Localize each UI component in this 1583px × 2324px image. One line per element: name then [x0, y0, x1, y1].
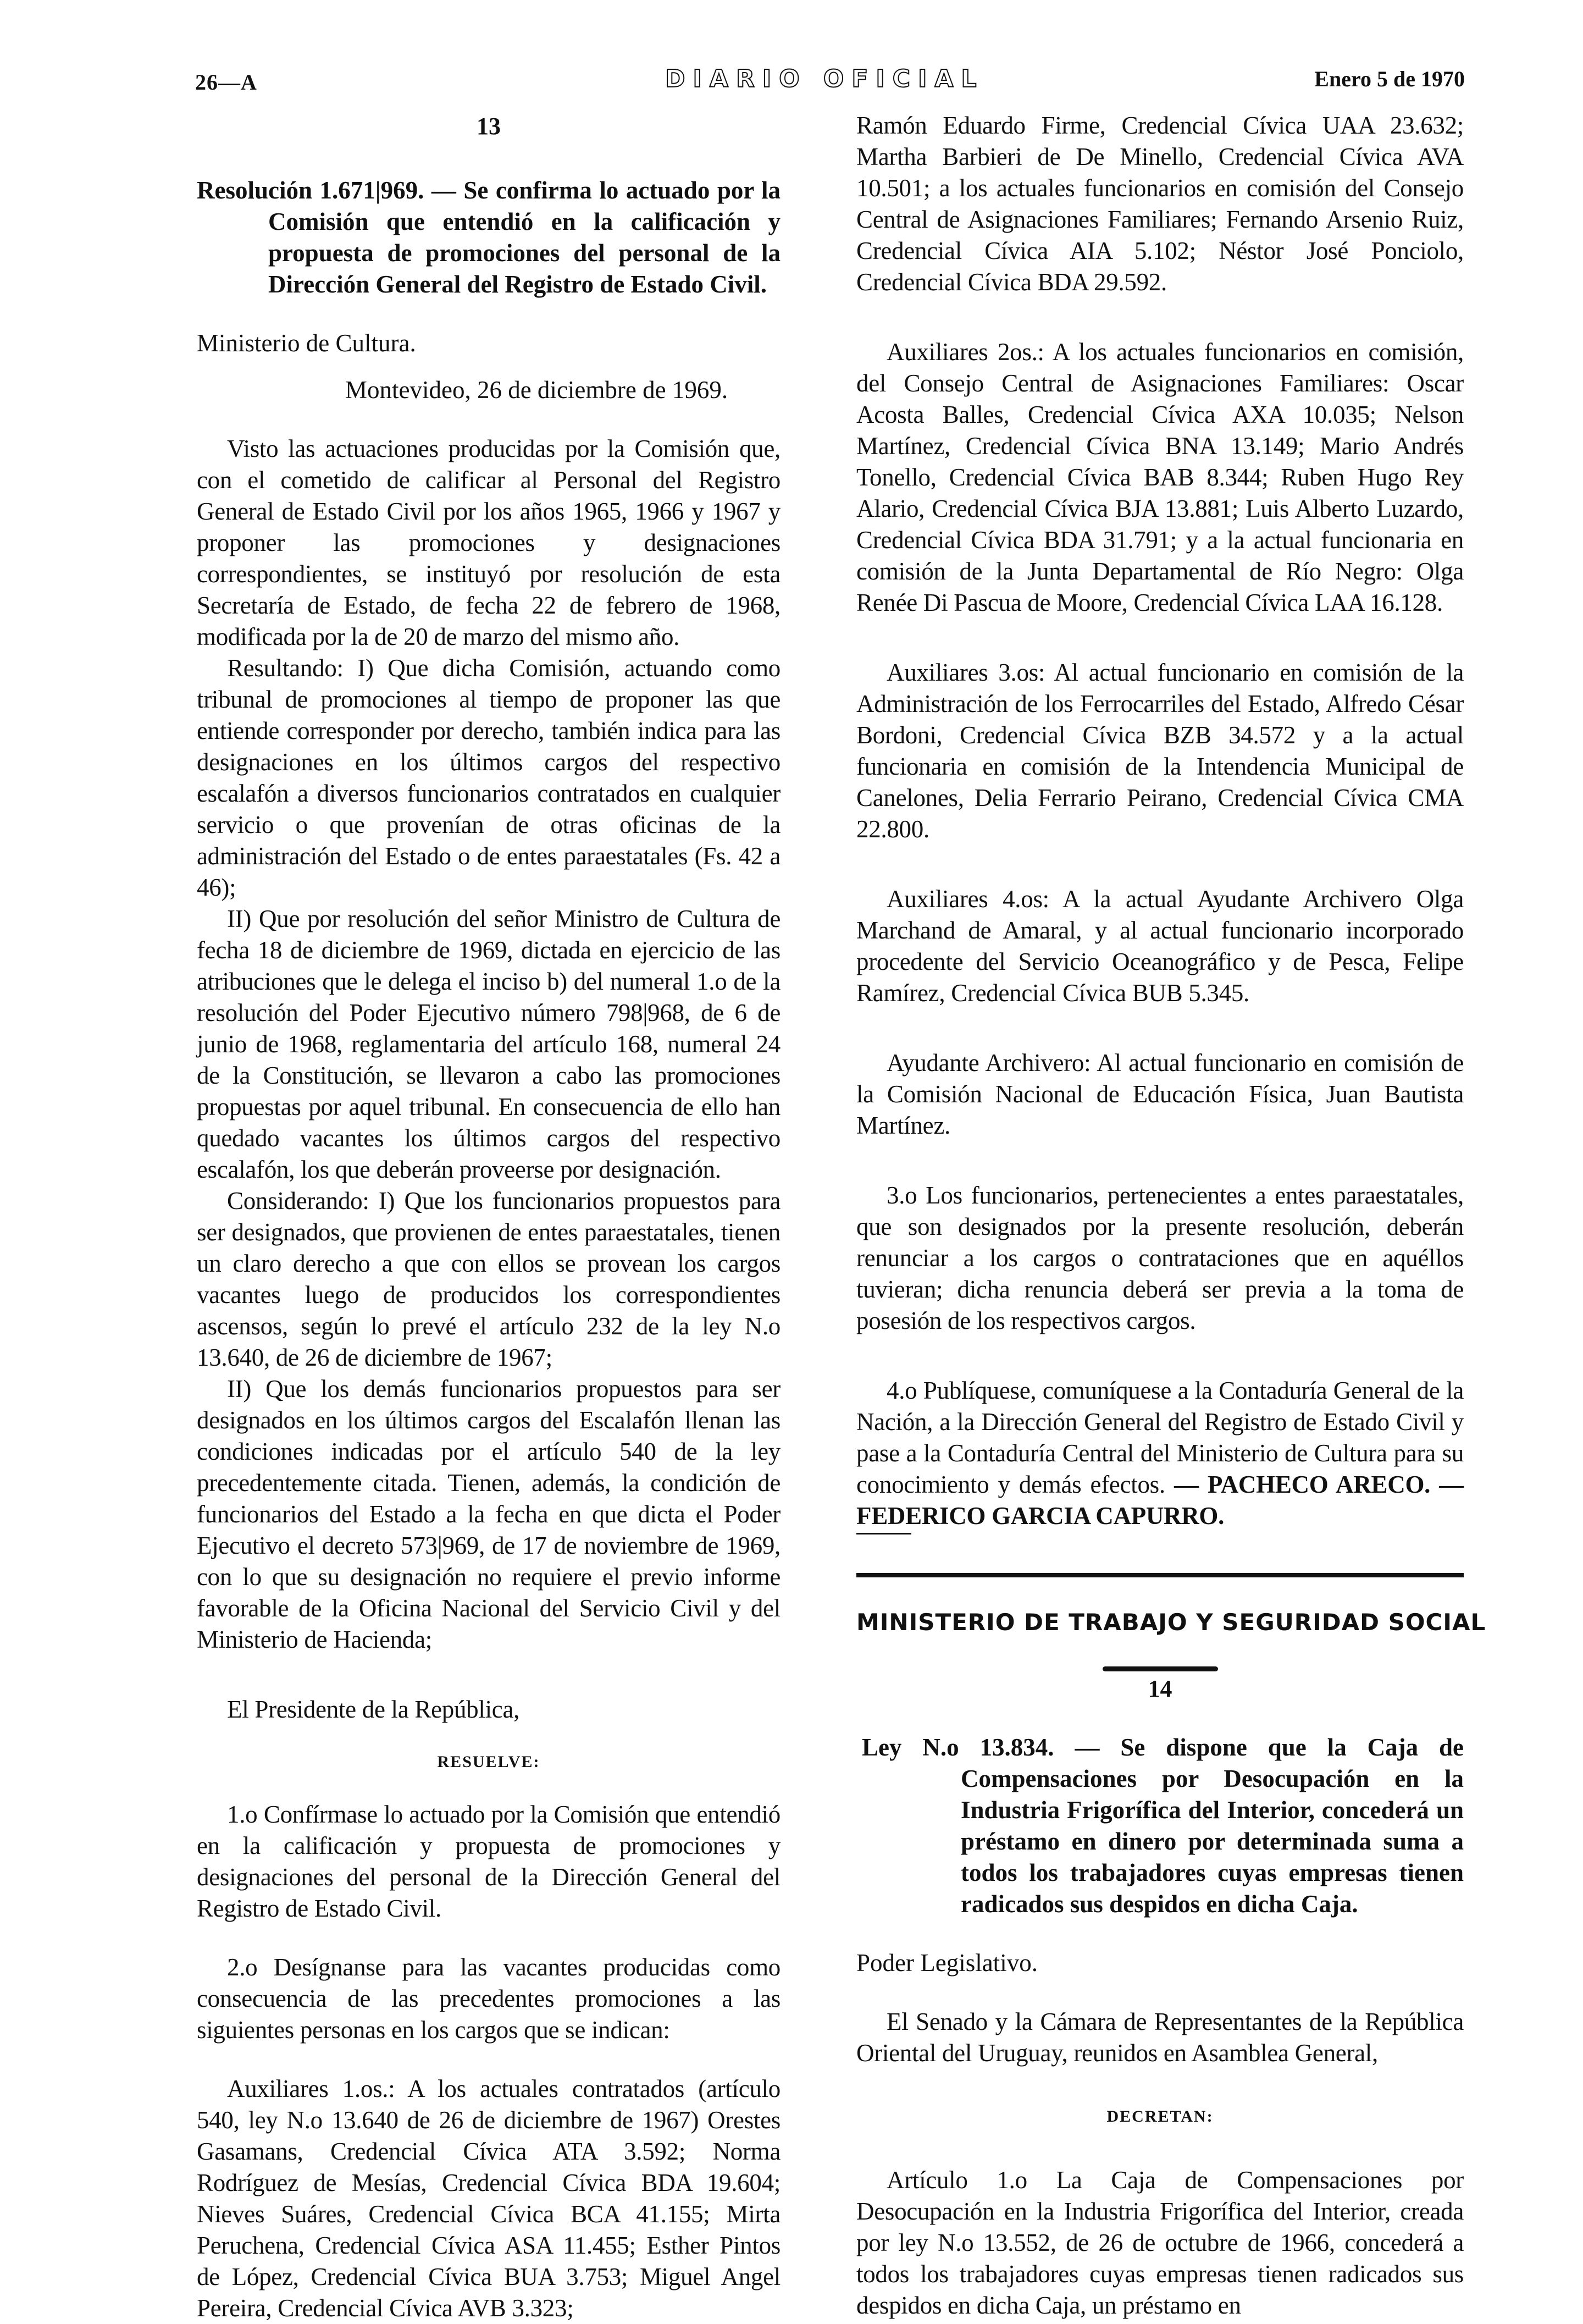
place-date: Montevideo, 26 de diciembre de 1969. [345, 376, 728, 404]
article-3: 3.o Los funcionarios, pertenecientes a entes paraestatales, que son designados por la presente resolución, deberán renunciar a los cargos o contrataciones que en aquéllos tuvieran; dicha renuncia deberá ser previa a la toma de posesión de los respectivos cargos. [856, 1182, 1464, 1334]
resolution-heading: Resolución 1.671|969. — Se confirma lo actuado por la Comisión que entendió en la calificación y propuesta de promociones del personal de la Dirección General del Registro de Estado Civil. [197, 176, 781, 298]
ayudante-archivero: Ayudante Archivero: Al actual funcionario en comisión de la Comisión Nacional de Educación Física, Juan Bautista Martínez. [856, 1049, 1464, 1139]
paragraph-considerando-2: II) Que los demás funcionarios propuestos para ser designados en los últimos cargos del Escalafón llenan las condiciones indicadas por el artículo 540 de la ley precedentemente citada. Tienen, además, la condición de funcionarios del Estado a la fecha en que dicta el Poder Ejecutivo el decreto 573|969, de 17 de noviembre de 1969, con lo que su designación no requiere el previo informe favorable de la Oficina Nacional del Servicio Civil y del Ministerio de Hacienda; [197, 1375, 781, 1653]
issue-date: Enero 5 de 1970 [1314, 67, 1465, 91]
president-line: El Presidente de la República, [227, 1696, 520, 1723]
auxiliares-1os: Auxiliares 1.os.: A los actuales contratados (artículo 540, ley N.o 13.640 de 26 de diciembre de 1967) Orestes Gasamans, Credencial Cívica ATA 3.592; Norma Rodríguez de Mesías, Credencial Cívica BDA 19.604; Nieves Suáres, Credencial Cívica BCA 41.155; Mirta Peruchena, Credencial Cívica ASA 11.455; Esther Pintos de López, Credencial Cívica BUA 3.753; Miguel Angel Pereira, Credencial Cívica AVB 3.323; [197, 2075, 781, 2322]
short-divider [1103, 1666, 1218, 1671]
paragraph-resultando-1: Resultando: I) Que dicha Comisión, actuando como tribunal de promociones al tiempo de proponer las que entiende corresponder por derecho, también indica para las designaciones en los últimos cargos del respectivo escalafón a diversos funcionarios contratados en cualquier servicio o que provenían de otras oficinas de la administración del Estado o de entes paraestatales (Fs. 42 a 46); [197, 654, 781, 901]
law-heading: Ley N.o 13.834. — Se dispone que la Caja de Compensaciones por Desocupación en la Industria Frigorífica del Interior, concederá un préstamo en dinero por determinada suma a todos los trabajadores cuyas empresas tienen radicados sus despidos en dicha Caja. [862, 1734, 1464, 1918]
signatures: — PACHECO ARECO. — FEDERICO GARCIA CAPURRO. [856, 1471, 1464, 1530]
right-column [856, 110, 1486, 2321]
appointees-continued: Ramón Eduardo Firme, Credencial Cívica UAA 23.632; Martha Barbieri de De Minello, Credencial Cívica AVA 10.501; a los actuales funcionarios en comisión del Consejo Central de Asignaciones Familiares; Fernando Arsenio Ruiz, Credencial Cívica AIA 5.102; Néstor José Ponciolo, Credencial Cívica BDA 29.592. [856, 112, 1464, 296]
page-header [195, 65, 1470, 98]
resuelve-heading: RESUELVE: [437, 1753, 540, 1771]
paragraph-considerando-1: Considerando: I) Que los funcionarios propuestos para ser designados, que provienen de entes paraestatales, tienen un claro derecho a que con ellos se provean los cargos vacantes luego de producidos los correspondientes ascensos, según lo prevé el artículo 232 de la ley N.o 13.640, de 26 de diciembre de 1967; [197, 1187, 781, 1371]
article-4 [856, 1375, 1464, 1532]
masthead-title: DIARIO OFICIAL [665, 65, 984, 93]
page-number: 26—A [195, 70, 257, 95]
assembly-line: El Senado y la Cámara de Representantes de la República Oriental del Uruguay, reunidos en Asamblea General, [856, 2008, 1464, 2067]
auxiliares-3os: Auxiliares 3.os: Al actual funcionario en comisión de la Administración de los Ferrocarriles del Estado, Alfredo César Bordoni, Credencial Cívica BZB 34.572 y a la actual funcionaria en comisión de la Intendencia Municipal de Canelones, Delia Ferrario Peirano, Credencial Cívica CMA 22.800. [856, 659, 1464, 843]
ministry-banner: MINISTERIO DE TRABAJO Y SEGURIDAD SOCIAL [856, 1609, 1486, 1636]
section-divider-rule [856, 1573, 1464, 1577]
branch-name: Poder Legislativo. [856, 1949, 1038, 1977]
article-4-text: 4.o Publíquese, comuníquese a la Contaduría General de la Nación, a la Dirección General del Registro de Estado Civil y pase a la Contaduría Central del Ministerio de Cultura para su conocimiento y demás efectos. [856, 1377, 1464, 1498]
left-column [197, 104, 781, 2324]
paragraph-resultando-2: II) Que por resolución del señor Ministro de Cultura de fecha 18 de diciembre de 1969, dictada en ejercicio de las atribuciones que le delega el inciso b) del numeral 1.o de la resolución del Poder Ejecutivo número 798|968, de 6 de junio de 1968, reglamentaria del artículo 168, numeral 24 de la Constitución, se llevaron a cabo las promociones propuestas por aquel tribunal. En consecuencia de ello han quedado vacantes los últimos cargos del respectivo escalafón, los que deberán proveerse por designación. [197, 905, 781, 1183]
section-number: 13 [477, 113, 501, 140]
article-1: 1.o Confírmase lo actuado por la Comisión que entendió en la calificación y propuesta de promociones y designaciones del personal de la Dirección General del Registro de Estado Civil. [197, 1801, 781, 1922]
auxiliares-2os: Auxiliares 2os.: A los actuales funcionarios en comisión, del Consejo Central de Asignaciones Familiares: Oscar Acosta Balles, Credencial Cívica AXA 10.035; Nelson Martínez, Credencial Cívica BNA 13.149; Mario Andrés Tonello, Credencial Cívica BAB 8.344; Ruben Hugo Rey Alario, Credencial Cívica BJA 13.881; Luis Alberto Luzardo, Credencial Cívica BDA 31.791; y a la actual funcionaria en comisión de la Junta Departamental de Río Negro: Olga Renée Di Pascua de Moore, Credencial Cívica LAA 16.128. [856, 338, 1464, 616]
law-article-1: Artículo 1.o La Caja de Compensaciones por Desocupación en la Industria Frigorífica del Interior, creada por ley N.o 13.552, de 26 de octubre de 1966, concederá a todos los trabajadores cuyas empresas tienen radicados sus despidos en dicha Caja, un préstamo en [856, 2166, 1464, 2319]
section-number-14: 14 [1148, 1675, 1172, 1702]
decretan-heading: DECRETAN: [1106, 2107, 1214, 2126]
article-2: 2.o Desígnanse para las vacantes producidas como consecuencia de las precedentes promociones a las siguientes personas en los cargos que se indican: [197, 1953, 781, 2044]
auxiliares-4os: Auxiliares 4.os: A la actual Ayudante Archivero Olga Marchand de Amaral, y al actual funcionario incorporado procedente del Servicio Oceanográfico y de Pesca, Felipe Ramírez, Credencial Cívica BUB 5.345. [856, 885, 1464, 1007]
ministry-name: Ministerio de Cultura. [197, 329, 416, 357]
paragraph-visto: Visto las actuaciones producidas por la Comisión que, con el cometido de calificar al Personal del Registro General de Estado Civil por los años 1965, 1966 y 1967 y proponer las promociones y designaciones correspondientes, se instituyó por resolución de esta Secretaría de Estado, de fecha 22 de febrero de 1968, modificada por la de 20 de marzo del mismo año. [197, 435, 781, 650]
